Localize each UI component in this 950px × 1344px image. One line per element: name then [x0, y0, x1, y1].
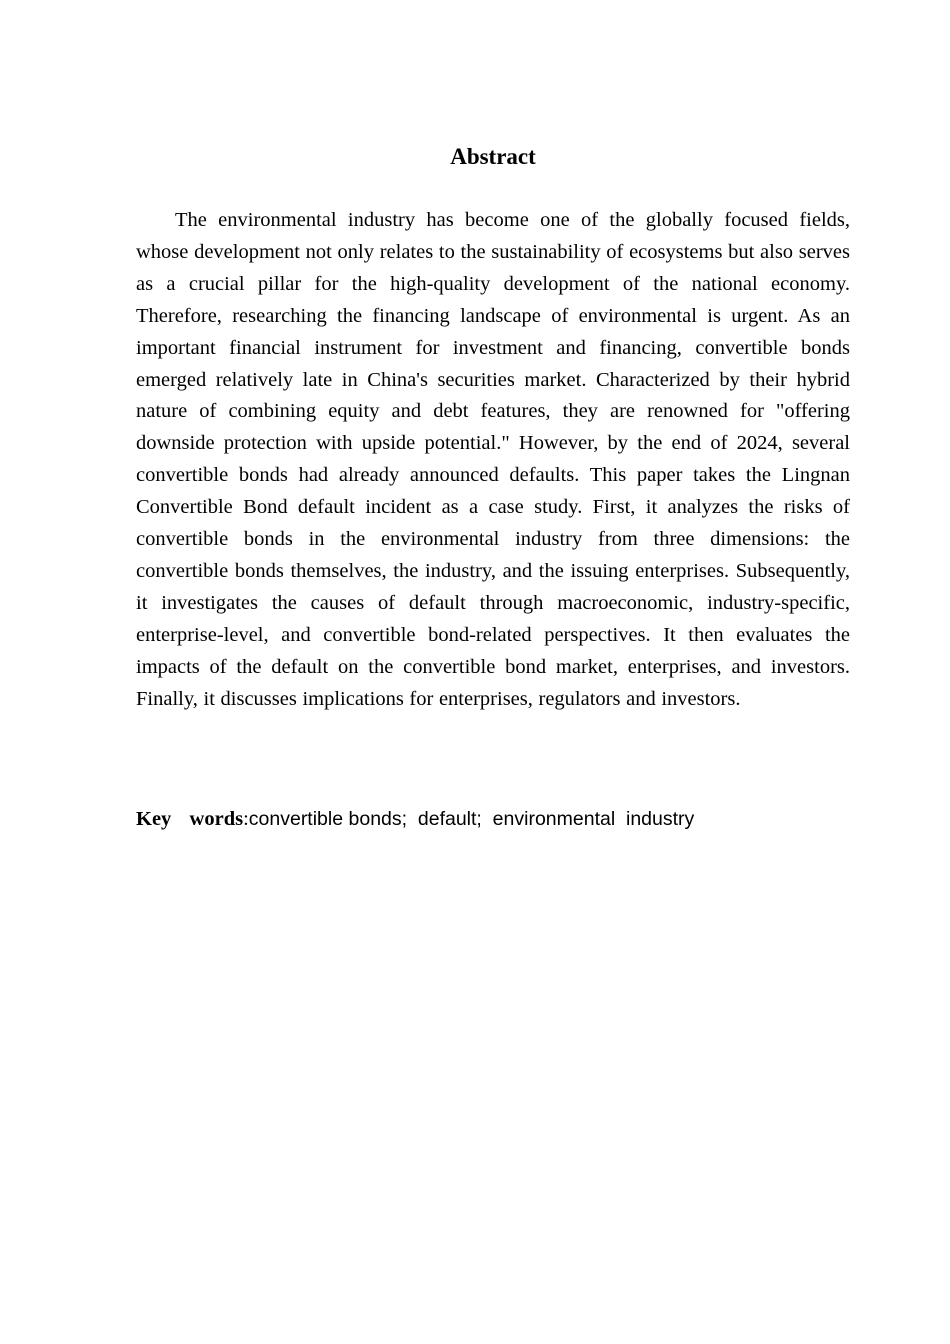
- abstract-title: Abstract: [450, 144, 536, 169]
- keywords-label: Key words: [136, 808, 244, 830]
- abstract-paragraph: The environmental industry has become one of the globally focused fields, whose development not only relates to the sustainability of ecosystems but also serves as a crucial pillar for the high-quality development of the national economy. Therefore, researching the financing landscape of environmental is urgent. As an important financial instrument for investment and financing, convertible bonds emerged relatively late in China's securities market. Characterized by their hybrid nature of combining equity and debt features, they are renowned for "offering downside protection with upside potential." However, by the end of 2024, several convertible bonds had already announced defaults. This paper takes the Lingnan Convertible Bond default incident as a case study. First, it analyzes the risks of convertible bonds in the environmental industry from three dimensions: the convertible bonds themselves, the industry, and the issuing enterprises. Subsequently, it investigates the causes of default through macroeconomic, industry-specific, enterprise-level, and convertible bond-related perspectives. It then evaluates the impacts of the default on the convertible bond market, enterprises, and investors. Finally, it discusses implications for enterprises, regulators and investors.: [136, 209, 850, 710]
- keywords-values: convertible bonds; default; environmental industry: [248, 808, 695, 830]
- keywords-line: [136, 804, 850, 836]
- keywords-separator: :: [243, 808, 249, 830]
